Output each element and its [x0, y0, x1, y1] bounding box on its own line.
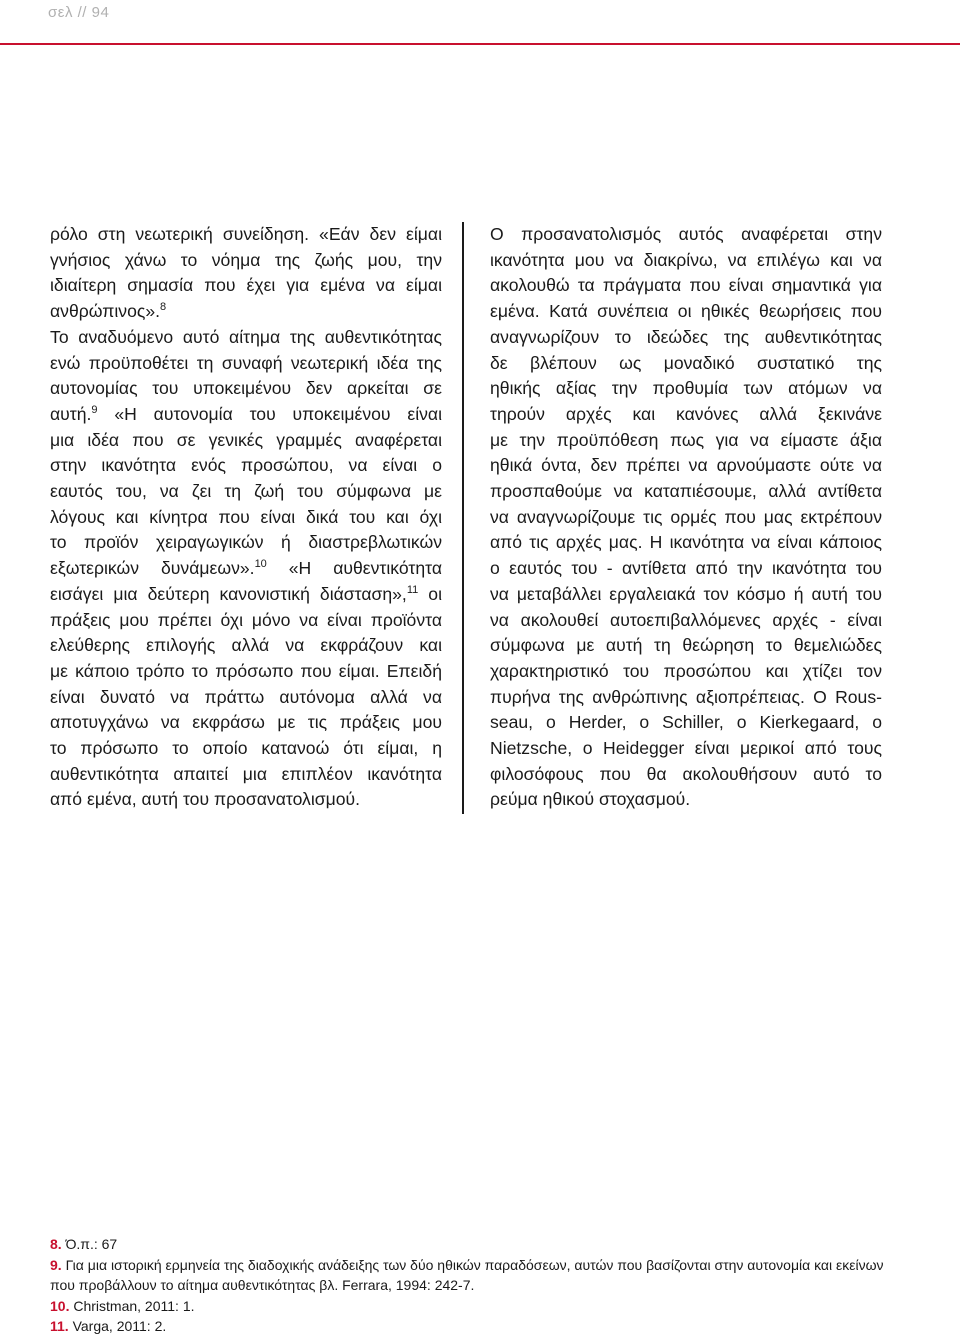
text-line: [490, 608, 882, 634]
line-text-after: «Η αυθεντικότητα: [266, 558, 442, 579]
line-text: seau, ο Herder, ο Schiller, ο Kierkegaard, ο: [490, 712, 882, 733]
line-text: το προϊόν χειραγωγικών ή διαστρεβλωτικών: [50, 532, 442, 553]
text-line: [490, 402, 882, 428]
line-text: αυθεντικότητα απαιτεί μια επιπλέον ικανότητα: [50, 763, 442, 784]
line-text: αποτυγχάνω να εκφράσω με τις πράξεις μου: [50, 712, 442, 733]
footnote-number: 10.: [50, 1297, 70, 1314]
text-line: [490, 736, 882, 762]
line-text: ρόλο στη νεωτερική συνείδηση. «Εάν δεν είμαι: [50, 224, 442, 244]
text-line: [490, 351, 882, 377]
footnote: [50, 1234, 910, 1255]
text-line: [50, 762, 442, 788]
text-line: [490, 633, 882, 659]
line-text: ελεύθερης επιλογής αλλά να εκφράζουν και: [50, 635, 442, 656]
footnote-number: 11.: [50, 1318, 69, 1334]
line-text: χαρακτηριστικό του προσώπου και χτίζει τον: [490, 660, 882, 681]
line-text: ο εαυτός του - αντίθετα από την ικανότητα του: [490, 558, 882, 579]
line-text: ηθικής αξίας την προθυμία των ατόμων να: [490, 378, 882, 399]
text-line: [490, 582, 882, 608]
line-text: πράξεις μου πρέπει όχι μόνο να είναι προϊόντα: [50, 609, 442, 630]
left-column: [50, 222, 442, 813]
line-text: από εμένα, αυτή του προσανατολισμού.: [50, 789, 361, 810]
line-text: Nietzsche, ο Heidegger είναι μερικοί από τους: [490, 738, 882, 759]
text-line: [50, 736, 442, 762]
line-text: είναι δυνατό να πράττω αυτόνομα αλλά να: [50, 686, 442, 707]
text-line: [50, 685, 442, 711]
text-line: [50, 633, 442, 659]
text-line: [490, 376, 882, 402]
text-line: [490, 787, 882, 813]
text-line: [490, 428, 882, 454]
text-line: [50, 530, 442, 556]
line-text: με την προϋπόθεση πως για να είμαστε άξια: [490, 429, 882, 450]
text-line: [50, 273, 442, 299]
footnote-text: Varga, 2011: 2.: [68, 1318, 167, 1334]
text-line: [490, 222, 882, 248]
line-text-after: «Η αυτονομία του υποκειμένου είναι: [97, 403, 442, 424]
line-text: ακολουθώ τα πράγματα που είναι σημαντικά για: [490, 275, 882, 296]
line-text: ενώ προϋποθέτει τη συναφή νεωτερική ιδέα της: [50, 352, 442, 373]
line-text: με κάποιο τρόπο το πρόσωπο που είμαι. Επειδή: [50, 660, 442, 681]
line-text: δε βλέπουν ως μοναδικό συστατικό της: [490, 352, 882, 373]
footnote-ref: 8: [160, 301, 167, 314]
text-line: [50, 787, 442, 813]
line-text: να αναγνωρίζουμε τις ορμές που μας εκτρέπουν: [490, 506, 882, 527]
line-text: ικανότητα μου να διακρίνω, να επιλέγω και να: [490, 249, 882, 270]
text-line: [490, 710, 882, 736]
text-line: [50, 582, 442, 608]
line-text: το πρόσωπο το οποίο κατανοώ ότι είμαι, η: [50, 738, 442, 759]
text-line: [490, 325, 882, 351]
footnote-number: 9.: [50, 1256, 62, 1273]
text-line: [50, 402, 442, 428]
text-line: [490, 685, 882, 711]
line-text: σύμφωνα με αυτή τη θεώρηση το θεμελιώδες: [490, 635, 882, 656]
text-line: [490, 505, 882, 531]
text-line: [50, 710, 442, 736]
line-text: αυτονομίας του υποκειμένου δεν αρκείται σε: [50, 378, 442, 399]
text-line: [50, 505, 442, 531]
line-text: μια ιδέα που σε γενικές γραμμές αναφέρεται: [50, 429, 442, 450]
line-text: προσπαθούμε να καταπιέσουμε, αλλά αντίθετα: [490, 481, 882, 502]
text-line: [490, 762, 882, 788]
line-text: γνήσιος χάνω το νόημα της ζωής μου, την: [50, 249, 442, 270]
line-text: εμένα. Κατά συνέπεια οι ηθικές θεωρήσεις που: [490, 301, 882, 322]
top-rule: [0, 43, 960, 45]
line-text: Το αναδυόμενο αυτό αίτημα της αυθεντικότητας: [50, 326, 442, 347]
text-line: [50, 556, 442, 582]
page-label: σελ // 94: [48, 4, 110, 21]
text-line: [490, 479, 882, 505]
text-line: [490, 556, 882, 582]
line-text: εξωτερικών δυνάμεων».: [50, 558, 255, 579]
text-line: [50, 428, 442, 454]
text-line: [490, 299, 882, 325]
text-line: [50, 659, 442, 685]
text-line: [490, 453, 882, 479]
line-text: πυρήνα της ανθρώπινης αξιοπρέπειας. Ο Rous-: [490, 686, 882, 707]
line-text: ιδιαίτερη σημασία που έχει για εμένα να είμαι: [50, 275, 442, 296]
line-text: να ακολουθεί αυτοεπιβαλλόμενες αρχές - είναι: [490, 609, 882, 630]
line-text: τηρούν αρχές και κανόνες αλλά ξεκινάνε: [490, 403, 882, 424]
right-column: [490, 222, 882, 813]
line-text: λόγους και κίνητρα που είναι δικά του και όχι: [50, 506, 442, 527]
line-text: στην ικανότητα ενός προσώπου, να είναι ο: [50, 455, 442, 476]
text-line: [50, 376, 442, 402]
footnote: [50, 1316, 910, 1337]
text-line: [50, 299, 442, 325]
line-text: από τις αρχές μας. Η ικανότητα να είναι κάποιος: [490, 532, 882, 553]
text-line: [50, 351, 442, 377]
text-line: [50, 222, 442, 248]
line-text: να μεταβάλλει εργαλειακά τον κόσμο ή αυτή του: [490, 583, 882, 604]
line-text: ρεύμα ηθικού στοχασμού.: [490, 789, 691, 810]
text-line: [50, 479, 442, 505]
footnotes: [50, 1234, 910, 1337]
line-text: φιλοσόφους που θα ακολουθήσουν αυτό το: [490, 763, 882, 784]
footnote-text: Ό.π.: 67: [61, 1236, 118, 1252]
footnote-text: Για μια ιστορική ερμηνεία της διαδοχικής ανάδειξης των δύο ηθικών παραδόσεων, αυτών που βασίζονται στην αυτονομία και εκείνων που προβάλλουν το αίτημα αυθεντικότητας βλ. Ferrara, 1994: 242-7.: [50, 1256, 884, 1293]
text-line: [490, 659, 882, 685]
line-text: Ο προσανατολισμός αυτός αναφέρεται στην: [490, 224, 882, 244]
footnote-number: 8.: [50, 1236, 62, 1252]
line-text: αναγνωρίζουν το ιδεώδες της αυθεντικότητας: [490, 326, 882, 347]
line-text: εαυτός του, να ζει τη ζωή του σύμφωνα με: [50, 481, 442, 502]
text-line: [50, 248, 442, 274]
text-line: [50, 453, 442, 479]
line-text: αυτή.: [50, 403, 92, 424]
text-line: [490, 273, 882, 299]
text-line: [50, 325, 442, 351]
line-text: ανθρώπινος».: [50, 301, 161, 322]
footnote-ref: 9: [91, 403, 98, 416]
footnote: [50, 1255, 910, 1296]
text-line: [490, 248, 882, 274]
column-divider: [462, 222, 464, 814]
footnote: [50, 1296, 910, 1317]
footnote-ref: 10: [254, 558, 267, 571]
text-line: [50, 608, 442, 634]
line-text-after: οι: [418, 583, 442, 604]
line-text: εισάγει μια δεύτερη κανονιστική διάσταση»,: [50, 583, 407, 604]
footnote-ref: 11: [406, 583, 419, 596]
footnote-text: Christman, 2011: 1.: [69, 1297, 195, 1314]
line-text: ηθικά όντα, δεν πρέπει να αρνούμαστε ούτε να: [490, 455, 882, 476]
text-line: [490, 530, 882, 556]
